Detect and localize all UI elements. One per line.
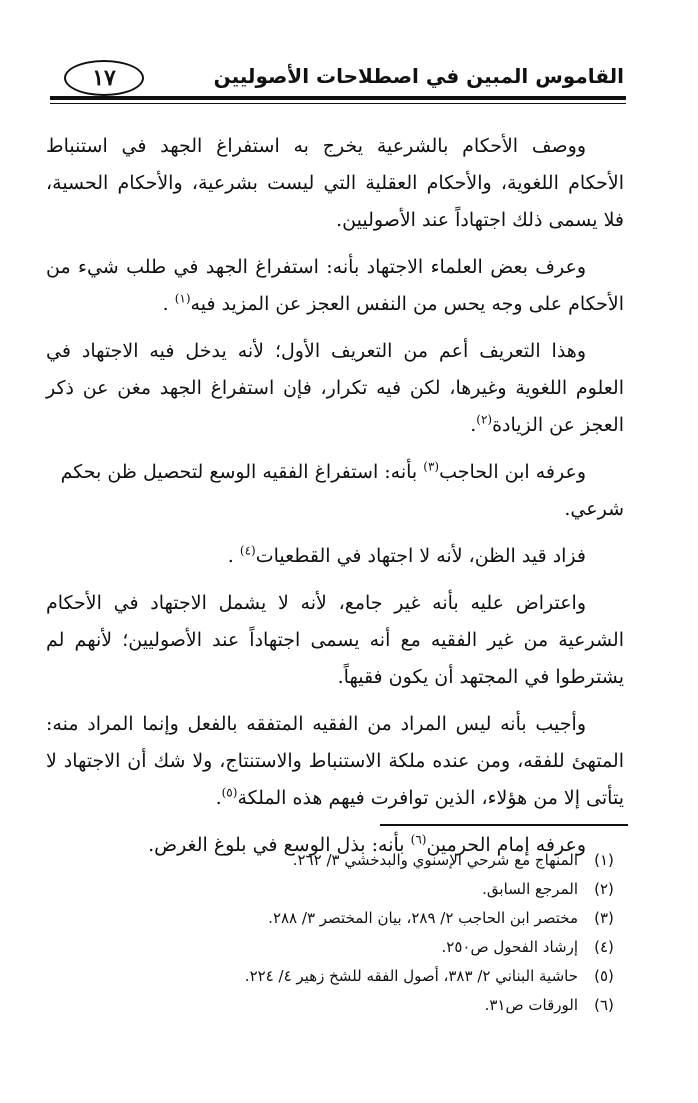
footnote-text: الورقات ص٣١. xyxy=(484,996,578,1014)
footnote-item xyxy=(46,933,624,962)
footnote-ref-1[interactable]: (١) xyxy=(174,291,191,306)
paragraph-3-text: وهذا التعريف أعم من التعريف الأول؛ لأنه يدخل فيه الاجتهاد في العلوم اللغوية وغيرها، لكن فيه تكرار، فإن استفراغ الجهد مغن عن ذكر العجز عن الزيادة xyxy=(46,340,624,436)
footnotes xyxy=(46,846,624,1020)
paragraph-2-text: وعرف بعض العلماء الاجتهاد بأنه: استفراغ الجهد في طلب شيء من الأحكام على وجه يحس من النفس العجز عن المزيد فيه xyxy=(46,256,624,315)
paragraph-5 xyxy=(46,538,624,575)
page-number: ١٧ xyxy=(64,60,144,96)
paragraph-7-text: وأجيب بأنه ليس المراد من الفقيه المتفقه بالفعل وإنما المراد منه: المتهئ للفقه، ومن عنده ملكة الاستنباط والاستنتاج، ولا شك أن الاجتهاد لا يتأتى إلا من هؤلاء، الذين توافرت فيهم هذه الملكة xyxy=(46,713,624,809)
footnote-item xyxy=(46,846,624,875)
footnote-number: (٣) xyxy=(594,909,614,927)
footnote-separator xyxy=(380,824,628,826)
footnote-number: (٤) xyxy=(594,938,614,956)
paragraph-8-text-a: وعرفه إمام الحرمين xyxy=(426,834,586,856)
footnote-ref-6[interactable]: (٦) xyxy=(410,832,427,847)
running-title: القاموس المبين في اصطلاحات الأصوليين xyxy=(213,64,624,88)
body-text xyxy=(46,128,624,874)
footnote-ref-4[interactable]: (٤) xyxy=(239,543,256,558)
header-rule-thin xyxy=(50,103,626,104)
paragraph-3 xyxy=(46,333,624,444)
footnote-text: المنهاج مع شرحي الإسنوي والبدخشي ٣/ ٢٦٢. xyxy=(292,851,578,869)
paragraph-5-end: . xyxy=(227,545,234,567)
paragraph-8-text-b: بأنه: بذل الوسع في بلوغ الغرض. xyxy=(148,834,411,856)
footnote-item xyxy=(46,875,624,904)
paragraph-7 xyxy=(46,706,624,817)
footnote-number: (٥) xyxy=(594,967,614,985)
footnote-number: (٢) xyxy=(594,880,614,898)
footnote-item xyxy=(46,904,624,933)
footnote-text: حاشية البناني ٢/ ٣٨٣، أصول الفقه للشخ زهير ٤/ ٢٢٤. xyxy=(244,967,578,985)
paragraph-4-text-a: وعرفه ابن الحاجب xyxy=(439,461,586,483)
paragraph-1: ووصف الأحكام بالشرعية يخرج به استفراغ الجهد في استنباط الأحكام اللغوية، والأحكام العقلية التي ليست بشرعية، والأحكام الحسية، فلا يسمى ذلك اجتهاداً عند الأصوليين. xyxy=(46,135,624,231)
footnote-ref-5[interactable]: (٥) xyxy=(221,785,238,800)
paragraph-5-text: فزاد قيد الظن، لأنه لا اجتهاد في القطعيات xyxy=(255,545,586,567)
footnote-text: مختصر ابن الحاجب ٢/ ٢٨٩، بيان المختصر ٣/ ٢٨٨. xyxy=(268,909,578,927)
footnote-number: (٦) xyxy=(594,996,614,1014)
paragraph-2 xyxy=(46,249,624,323)
paragraph-2-end: . xyxy=(162,293,169,315)
page-header xyxy=(44,58,624,98)
footnote-number: (١) xyxy=(594,851,614,869)
paragraph-4-text-b: بأنه: استفراغ الفقيه الوسع لتحصيل ظن بحكم شرعي. xyxy=(60,461,624,520)
paragraph-6: واعتراض عليه بأنه غير جامع، لأنه لا يشمل الاجتهاد في الأحكام الشرعية من غير الفقيه مع أنه يسمى اجتهاداً عند الأصوليين؛ لأنهم لم يشترطوا في المجتهد أن يكون فقيهاً. xyxy=(46,592,624,688)
footnote-text: المرجع السابق. xyxy=(482,880,578,898)
footnote-text: إرشاد الفحول ص٢٥٠. xyxy=(441,938,578,956)
footnote-item xyxy=(46,991,624,1020)
paragraph-7-end: . xyxy=(215,787,222,809)
footnote-ref-2[interactable]: (٢) xyxy=(476,412,493,427)
header-rule xyxy=(50,96,626,100)
paragraph-4 xyxy=(46,454,624,528)
footnote-ref-3[interactable]: (٣) xyxy=(423,459,440,474)
paragraph-3-end: . xyxy=(470,414,477,436)
footnote-item xyxy=(46,962,624,991)
